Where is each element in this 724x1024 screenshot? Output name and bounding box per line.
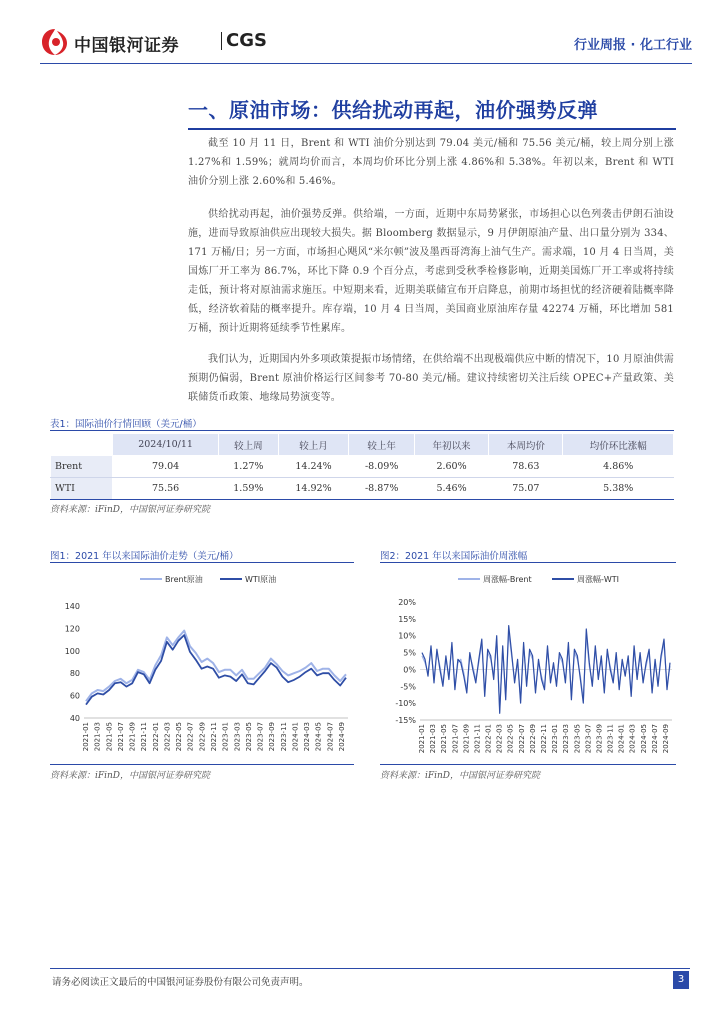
- x-tick-label: 2022-03: [163, 722, 172, 752]
- figure1-source: 资料来源：iFinD，中国银河证券研究院: [50, 771, 211, 781]
- x-tick-label: 2023-05: [573, 724, 582, 754]
- x-tick-label: 2022-05: [506, 724, 515, 754]
- x-tick-label: 2021-11: [140, 722, 149, 752]
- x-tick-label: 2023-03: [562, 724, 571, 754]
- x-tick-label: 2021-11: [473, 724, 482, 754]
- table-cell: -8.09%: [349, 456, 414, 478]
- x-tick-label: 2022-09: [198, 722, 207, 752]
- y-tick-label: 100: [64, 646, 80, 656]
- table-cell: 14.24%: [278, 456, 349, 478]
- y-tick-label: 0%: [403, 665, 416, 675]
- x-tick-label: 2022-07: [517, 724, 526, 754]
- series-line-wti: [86, 635, 346, 705]
- y-tick-label: 80: [69, 669, 80, 679]
- x-tick-label: 2021-09: [128, 722, 137, 752]
- x-tick-label: 2023-09: [268, 722, 277, 752]
- x-tick-label: 2023-03: [233, 722, 242, 752]
- table-header-cell: 较上年: [349, 434, 414, 456]
- report-category: 行业周报 · 化工行业: [574, 38, 692, 53]
- table-cell: -8.87%: [349, 478, 414, 500]
- x-tick-label: 2024-05: [639, 724, 648, 754]
- y-tick-label: -15%: [395, 716, 416, 725]
- x-tick-label: 2024-07: [650, 724, 659, 754]
- table-top-rule: [50, 430, 674, 431]
- legend-label: WTI原油: [245, 575, 277, 584]
- figure1-top-rule: [50, 562, 354, 563]
- x-tick-label: 2024-03: [628, 724, 637, 754]
- y-tick-label: -5%: [400, 682, 416, 692]
- table-cell: 2.60%: [414, 456, 488, 478]
- logo-text-en: CGS: [226, 30, 267, 51]
- table-header-cell: 较上周: [219, 434, 278, 456]
- y-tick-label: -10%: [395, 699, 416, 709]
- table-cell: 4.86%: [563, 456, 674, 478]
- x-tick-label: 2021-07: [451, 724, 460, 754]
- x-tick-label: 2024-05: [314, 722, 323, 752]
- oil-weekly-change-chart: [380, 566, 676, 762]
- x-tick-label: 2021-01: [82, 722, 90, 752]
- table-header-cell: 较上月: [278, 434, 349, 456]
- y-tick-label: 140: [64, 602, 80, 611]
- x-tick-label: 2023-07: [584, 724, 593, 754]
- x-tick-label: 2024-01: [291, 722, 300, 752]
- footer-divider: [50, 968, 690, 969]
- x-tick-label: 2022-03: [495, 724, 504, 754]
- x-tick-label: 2022-01: [151, 722, 160, 752]
- table-cell: 79.04: [113, 456, 219, 478]
- legend-label: 周涨幅-WTI: [577, 575, 620, 584]
- figure2-bottom-rule: [380, 764, 676, 765]
- x-tick-label: 2023-11: [606, 724, 615, 754]
- table-header-cell: 2024/10/11: [113, 434, 219, 456]
- logo-separator: [221, 32, 222, 50]
- x-tick-label: 2023-01: [221, 722, 230, 752]
- table-cell: 14.92%: [278, 478, 349, 500]
- x-tick-label: 2022-05: [175, 722, 184, 752]
- x-tick-label: 2021-05: [105, 722, 114, 752]
- x-tick-label: 2024-09: [662, 724, 670, 754]
- y-tick-label: 5%: [403, 648, 416, 658]
- table-header-cell: 均价环比涨幅: [563, 434, 674, 456]
- table-header-cell: [51, 434, 113, 456]
- legend-label: Brent原油: [165, 575, 203, 584]
- paragraph-supply-demand: 供给扰动再起，油价强势反弹。供给端，一方面，近期中东局势紧张，市场担心以色列袭击伊朗石油设施，进而导致原油供应出现较大损失。据 Bloomberg 数据显示，9 月伊朗原油产量、出口量分别为 334、171 万桶/日；另一方面，市场担心飓风“米尔顿”波及墨西哥湾海上油气生产。需求端，10 月 4 日当周，美国炼厂开工率为 86.7%，环比下降 0.9 个百分点，考虑到受秋季检修影响，近期美国炼厂开工率或将持续走低，预计将对原油需求施压。中短期来看，近期美联储宣布开启降息，前期市场担忧的经济硬着陆概率降低，经济软着陆的概率提升。库存端，10 月 4 日当周，美国商业原油库存量 42274 万桶，环比增加 581 万桶，预计近期将延续季节性累库。: [188, 209, 674, 334]
- x-tick-label: 2022-11: [540, 724, 548, 754]
- x-tick-label: 2024-01: [617, 724, 626, 754]
- table-cell: 1.59%: [219, 478, 278, 500]
- table-header-cell: 年初以来: [414, 434, 488, 456]
- table-row-label: Brent: [51, 456, 113, 478]
- table-cell: 1.27%: [219, 456, 278, 478]
- x-tick-label: 2024-09: [338, 722, 346, 752]
- header-divider: [40, 63, 692, 64]
- x-tick-label: 2024-03: [303, 722, 312, 752]
- table-cell: 5.38%: [563, 478, 674, 500]
- x-tick-label: 2023-11: [279, 722, 288, 752]
- y-tick-label: 15%: [398, 614, 416, 624]
- oil-price-table: [50, 433, 674, 500]
- y-tick-label: 60: [69, 691, 80, 701]
- y-tick-label: 120: [64, 624, 80, 634]
- table-source: 资料来源：iFinD，中国银河证券研究院: [50, 505, 211, 515]
- table-cell: 78.63: [489, 456, 563, 478]
- figure2-title: 图2：2021 年以来国际油价周涨幅: [380, 551, 528, 562]
- table-row: [51, 456, 674, 478]
- table-cell: 5.46%: [414, 478, 488, 500]
- table-header-row: [51, 434, 674, 456]
- section-title-underline: [188, 128, 676, 130]
- figure1-title: 图1：2021 年以来国际油价走势（美元/桶）: [50, 551, 239, 562]
- paragraph-outlook: 我们认为，近期国内外多项政策提振市场情绪，在供给端不出现极端供应中断的情况下，10 月原油供需预期仍偏弱，Brent 原油价格运行区间参考 70-80 美元/桶。建议持续密切关注后续 OPEC+产量政策、美联储货币政策、地缘局势演变等。: [188, 354, 674, 403]
- footer-disclaimer: 请务必阅读正文最后的中国银河证券股份有限公司免责声明。: [52, 977, 309, 988]
- figure1-bottom-rule: [50, 764, 354, 765]
- x-tick-label: 2021-09: [462, 724, 471, 754]
- table-row: [51, 478, 674, 500]
- figure2-top-rule: [380, 562, 676, 563]
- figure2-source: 资料来源：iFinD，中国银河证券研究院: [380, 771, 541, 781]
- paragraph-price-summary: 截至 10 月 11 日，Brent 和 WTI 油价分别达到 79.04 美元/桶和 75.56 美元/桶，较上周分别上涨 1.27%和 1.59%；就周均价而言，本周均价环比分别上涨 4.86%和 5.38%。年初以来，Brent 和 WTI 油价分别上涨 2.60%和 5.46%。: [188, 138, 674, 187]
- y-tick-label: 40: [69, 714, 80, 723]
- x-tick-label: 2023-05: [244, 722, 253, 752]
- x-tick-label: 2022-11: [210, 722, 218, 752]
- x-tick-label: 2022-01: [484, 724, 493, 754]
- x-tick-label: 2022-07: [186, 722, 195, 752]
- x-tick-label: 2021-01: [418, 724, 426, 754]
- table-header-cell: 本周均价: [489, 434, 563, 456]
- cgs-logo-icon: [40, 27, 70, 57]
- table-title: 表1：国际油价行情回顾（美元/桶）: [50, 419, 202, 430]
- x-tick-label: 2021-03: [429, 724, 438, 754]
- x-tick-label: 2024-07: [326, 722, 335, 752]
- legend-label: 周涨幅-Brent: [483, 575, 532, 584]
- x-tick-label: 2021-05: [440, 724, 449, 754]
- page-header: [40, 24, 692, 60]
- x-tick-label: 2021-07: [116, 722, 125, 752]
- table-bottom-rule: [50, 499, 674, 500]
- x-tick-label: 2021-03: [93, 722, 102, 752]
- y-tick-label: 10%: [398, 631, 416, 641]
- x-tick-label: 2023-07: [256, 722, 265, 752]
- table-cell: 75.56: [113, 478, 219, 500]
- x-tick-label: 2022-09: [528, 724, 537, 754]
- series-line-brent: [86, 631, 346, 702]
- table-row-label: WTI: [51, 478, 113, 500]
- page-number: 3: [673, 971, 689, 989]
- x-tick-label: 2023-09: [595, 724, 604, 754]
- logo-text-cn: 中国银河证券: [74, 36, 179, 56]
- oil-price-trend-chart: [50, 566, 354, 762]
- x-tick-label: 2023-01: [551, 724, 560, 754]
- section-title: 一、原油市场：供给扰动再起，油价强势反弹: [188, 98, 598, 122]
- table-cell: 75.07: [489, 478, 563, 500]
- y-tick-label: 20%: [398, 598, 416, 607]
